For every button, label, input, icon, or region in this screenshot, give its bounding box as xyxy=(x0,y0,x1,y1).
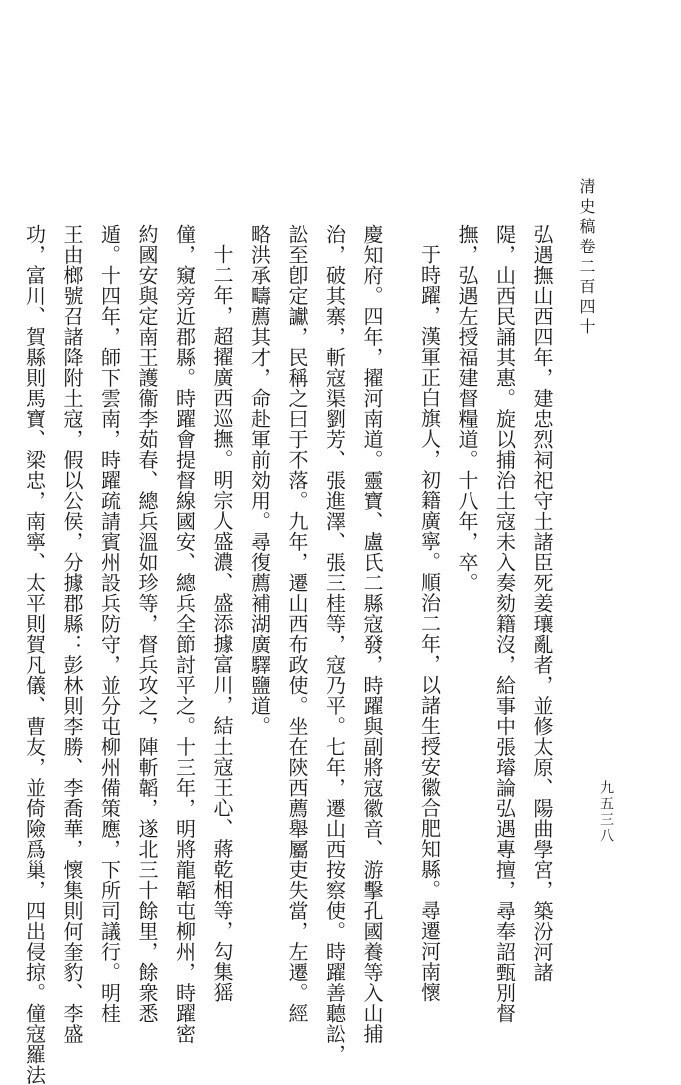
text-column: 于時躍，漢軍正白旗人，初籍廣寧。順治二年，以諸生授安徽合肥知縣。尋遷河南懷 xyxy=(417,244,442,1003)
text-column: 遁。十四年，師下雲南，時躍疏請賓州設兵防守，並分屯柳州備策應，下所司議行。明桂 xyxy=(97,224,122,1024)
text-column: 隄，山西民誦其惠。旋以捕治土寇未入奏劾籍沒，給事中張璿論弘遇專擅，尋奉詔甄別督 xyxy=(492,224,517,1024)
text-column: 略洪承疇薦其才，命赴軍前効用。尋復薦補湖廣驛鹽道。 xyxy=(247,224,272,737)
body-text xyxy=(22,224,560,1085)
text-column: 治，破其寨，斬寇渠劉芳、張進澤、張三桂等，寇乃平。七年，遷山西按察使。時躍善聽訟， xyxy=(322,224,347,1065)
text-column: 弘遇撫山西四年，建忠烈祠祀守土諸臣死姜瓖亂者，並修太原、陽曲學宮，築汾河諸 xyxy=(530,224,554,983)
text-column: 功，富川、賀縣則馬寶、梁忠，南寧、太平則賀凡儀、曹友，並倚險爲巢，四出侵掠。僮寇羅法 xyxy=(22,224,47,1085)
text-column: 十二年，超擢廣西巡撫。明宗人盛濃、盛添據富川，結土寇王心、蔣乾相等，勾集猺 xyxy=(210,244,234,1003)
text-column: 僮，窺旁近郡縣。時躍會提督線國安、總兵全節討平之。十三年，明將龍韜屯柳州，時躍密 xyxy=(172,224,197,1044)
text-column: 慶知府。四年，擢河南道。靈寶、盧氏二縣寇發，時躍與副將寇徽音、游擊孔國養等入山捕 xyxy=(360,224,384,1044)
text-column: 撫，弘遇左授福建督糧道。十八年，卒。 xyxy=(455,224,479,593)
text-column: 約國安與定南王護衞李茹春、總兵溫如珍等，督兵攻之，陣斬韜，遂北三十餘里，餘衆悉 xyxy=(135,224,159,1024)
text-column: 王由榔號召諸降附土寇，假以公侯，分據郡縣：彭林則李勝、李喬華，懷集則何奎豹、李盛 xyxy=(60,224,84,1044)
text-column: 訟至卽定讞，民稱之曰于不落。九年，遷山西布政使。坐在陝西薦舉屬吏失當，左遷。經 xyxy=(285,224,309,1024)
page-number: 九五三八 xyxy=(598,780,614,844)
running-title: 清史稿卷二百四十 xyxy=(577,178,596,338)
